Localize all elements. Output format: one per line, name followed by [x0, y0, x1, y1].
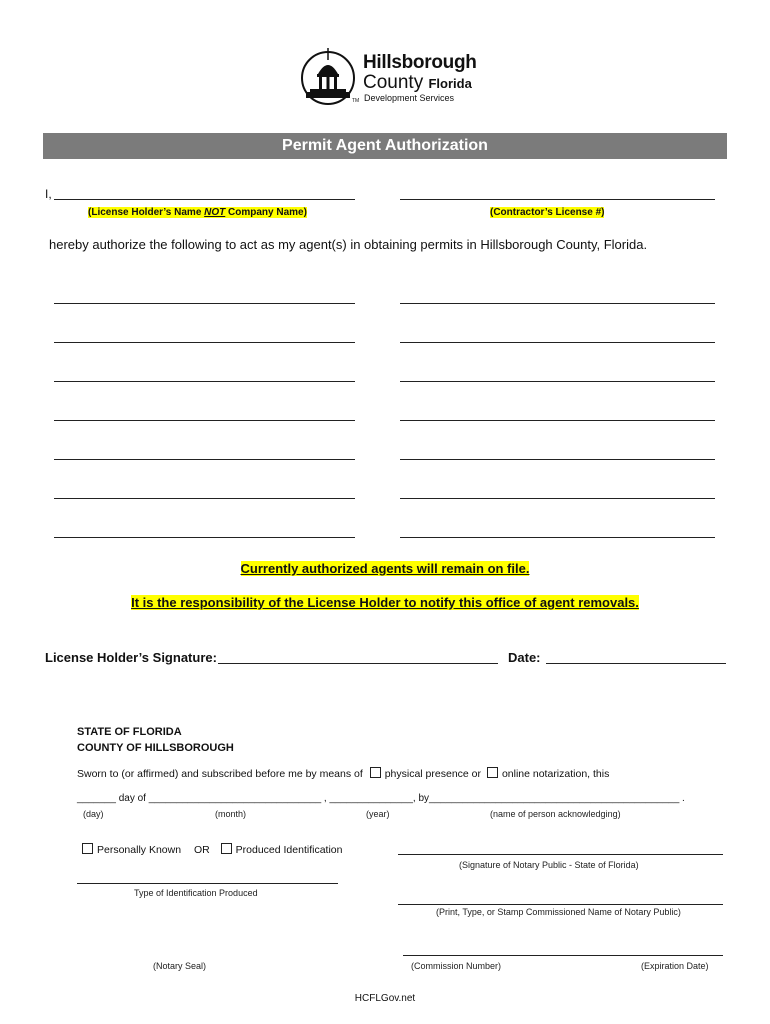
caption-notary-name: (Print, Type, or Stamp Commissioned Name of Notary Public)	[436, 907, 681, 917]
license-caption: (Contractor’s License #)	[490, 207, 605, 218]
sworn-text: Sworn to (or affirmed) and subscribed before me by means of	[77, 768, 363, 780]
sworn-line	[77, 767, 609, 780]
logo-tm: TM	[352, 98, 360, 104]
footer-site: HCFLGov.net	[354, 993, 416, 1004]
agent-field-left-2[interactable]	[54, 342, 355, 343]
title-bar	[43, 133, 727, 159]
physical-presence-checkbox[interactable]	[370, 767, 381, 778]
agent-field-left-4[interactable]	[54, 420, 355, 421]
date-label: Date:	[508, 650, 541, 665]
online-notarization-checkbox[interactable]	[487, 767, 498, 778]
notice-removals: It is the responsibility of the License Holder to notify this office of agent removals.	[131, 595, 639, 610]
produced-id-label: Produced Identification	[235, 844, 343, 856]
day-of-line: _______ day of _______________________________ , _______________, by_____________________________________________ .	[77, 793, 685, 804]
date-field[interactable]	[546, 663, 726, 664]
agent-field-left-1[interactable]	[54, 303, 355, 304]
authorization-statement: hereby authorize the following to act as my agent(s) in obtaining permits in Hillsborough County, Florida.	[49, 237, 648, 252]
agent-field-right-6[interactable]	[400, 498, 715, 499]
signature-field[interactable]	[218, 663, 498, 664]
commission-expiration-field[interactable]	[403, 955, 723, 956]
caption-commission: (Commission Number)	[411, 961, 502, 971]
personally-known-label: Personally Known	[97, 844, 182, 856]
holder-name-caption: (License Holder’s Name NOT Company Name)	[88, 207, 307, 218]
agent-field-right-2[interactable]	[400, 342, 715, 343]
agent-field-right-5[interactable]	[400, 459, 715, 460]
logo-line3: Development Services	[364, 93, 455, 103]
logo-florida: Florida	[428, 76, 472, 91]
caption-notary-signature: (Signature of Notary Public - State of Florida)	[459, 860, 639, 870]
caption-month: (month)	[215, 809, 247, 819]
dome-emblem-icon	[300, 46, 360, 106]
caption-expiration: (Expiration Date)	[641, 961, 709, 971]
agent-field-left-5[interactable]	[54, 459, 355, 460]
signature-label: License Holder’s Signature:	[45, 650, 217, 665]
notary-signature-field[interactable]	[398, 854, 723, 855]
id-type-field[interactable]	[77, 883, 338, 884]
contractor-license-field[interactable]	[400, 199, 715, 200]
agent-field-left-6[interactable]	[54, 498, 355, 499]
license-holder-name-field[interactable]	[54, 199, 355, 200]
or-label: OR	[193, 844, 210, 856]
caption-notary-seal: (Notary Seal)	[153, 961, 207, 971]
logo-line1: Hillsborough	[363, 52, 477, 73]
personally-known-checkbox[interactable]	[82, 843, 93, 854]
identification-options	[82, 843, 342, 856]
caption-name: (name of person acknowledging)	[490, 809, 621, 819]
agent-field-left-3[interactable]	[54, 381, 355, 382]
caption-day: (day)	[83, 809, 104, 819]
agent-field-right-4[interactable]	[400, 420, 715, 421]
notice-on-file: Currently authorized agents will remain on file.	[240, 561, 530, 576]
agent-field-right-3[interactable]	[400, 381, 715, 382]
logo-county: County	[363, 72, 424, 93]
page-title: Permit Agent Authorization	[282, 137, 488, 154]
county-logo	[300, 46, 480, 108]
caption-id-type: Type of Identification Produced	[134, 888, 258, 898]
caption-year: (year)	[366, 809, 390, 819]
online-notarization-label: online notarization, this	[501, 768, 610, 780]
physical-presence-label: physical presence or	[384, 768, 482, 780]
logo-line2	[363, 72, 472, 94]
county-heading: COUNTY OF HILLSBOROUGH	[77, 742, 234, 754]
state-heading: STATE OF FLORIDA	[77, 726, 182, 738]
agent-field-right-1[interactable]	[400, 303, 715, 304]
prefix-i: I,	[45, 187, 52, 201]
agent-field-right-7[interactable]	[400, 537, 715, 538]
agent-field-left-7[interactable]	[54, 537, 355, 538]
notary-name-field[interactable]	[398, 904, 723, 905]
produced-id-checkbox[interactable]	[221, 843, 232, 854]
